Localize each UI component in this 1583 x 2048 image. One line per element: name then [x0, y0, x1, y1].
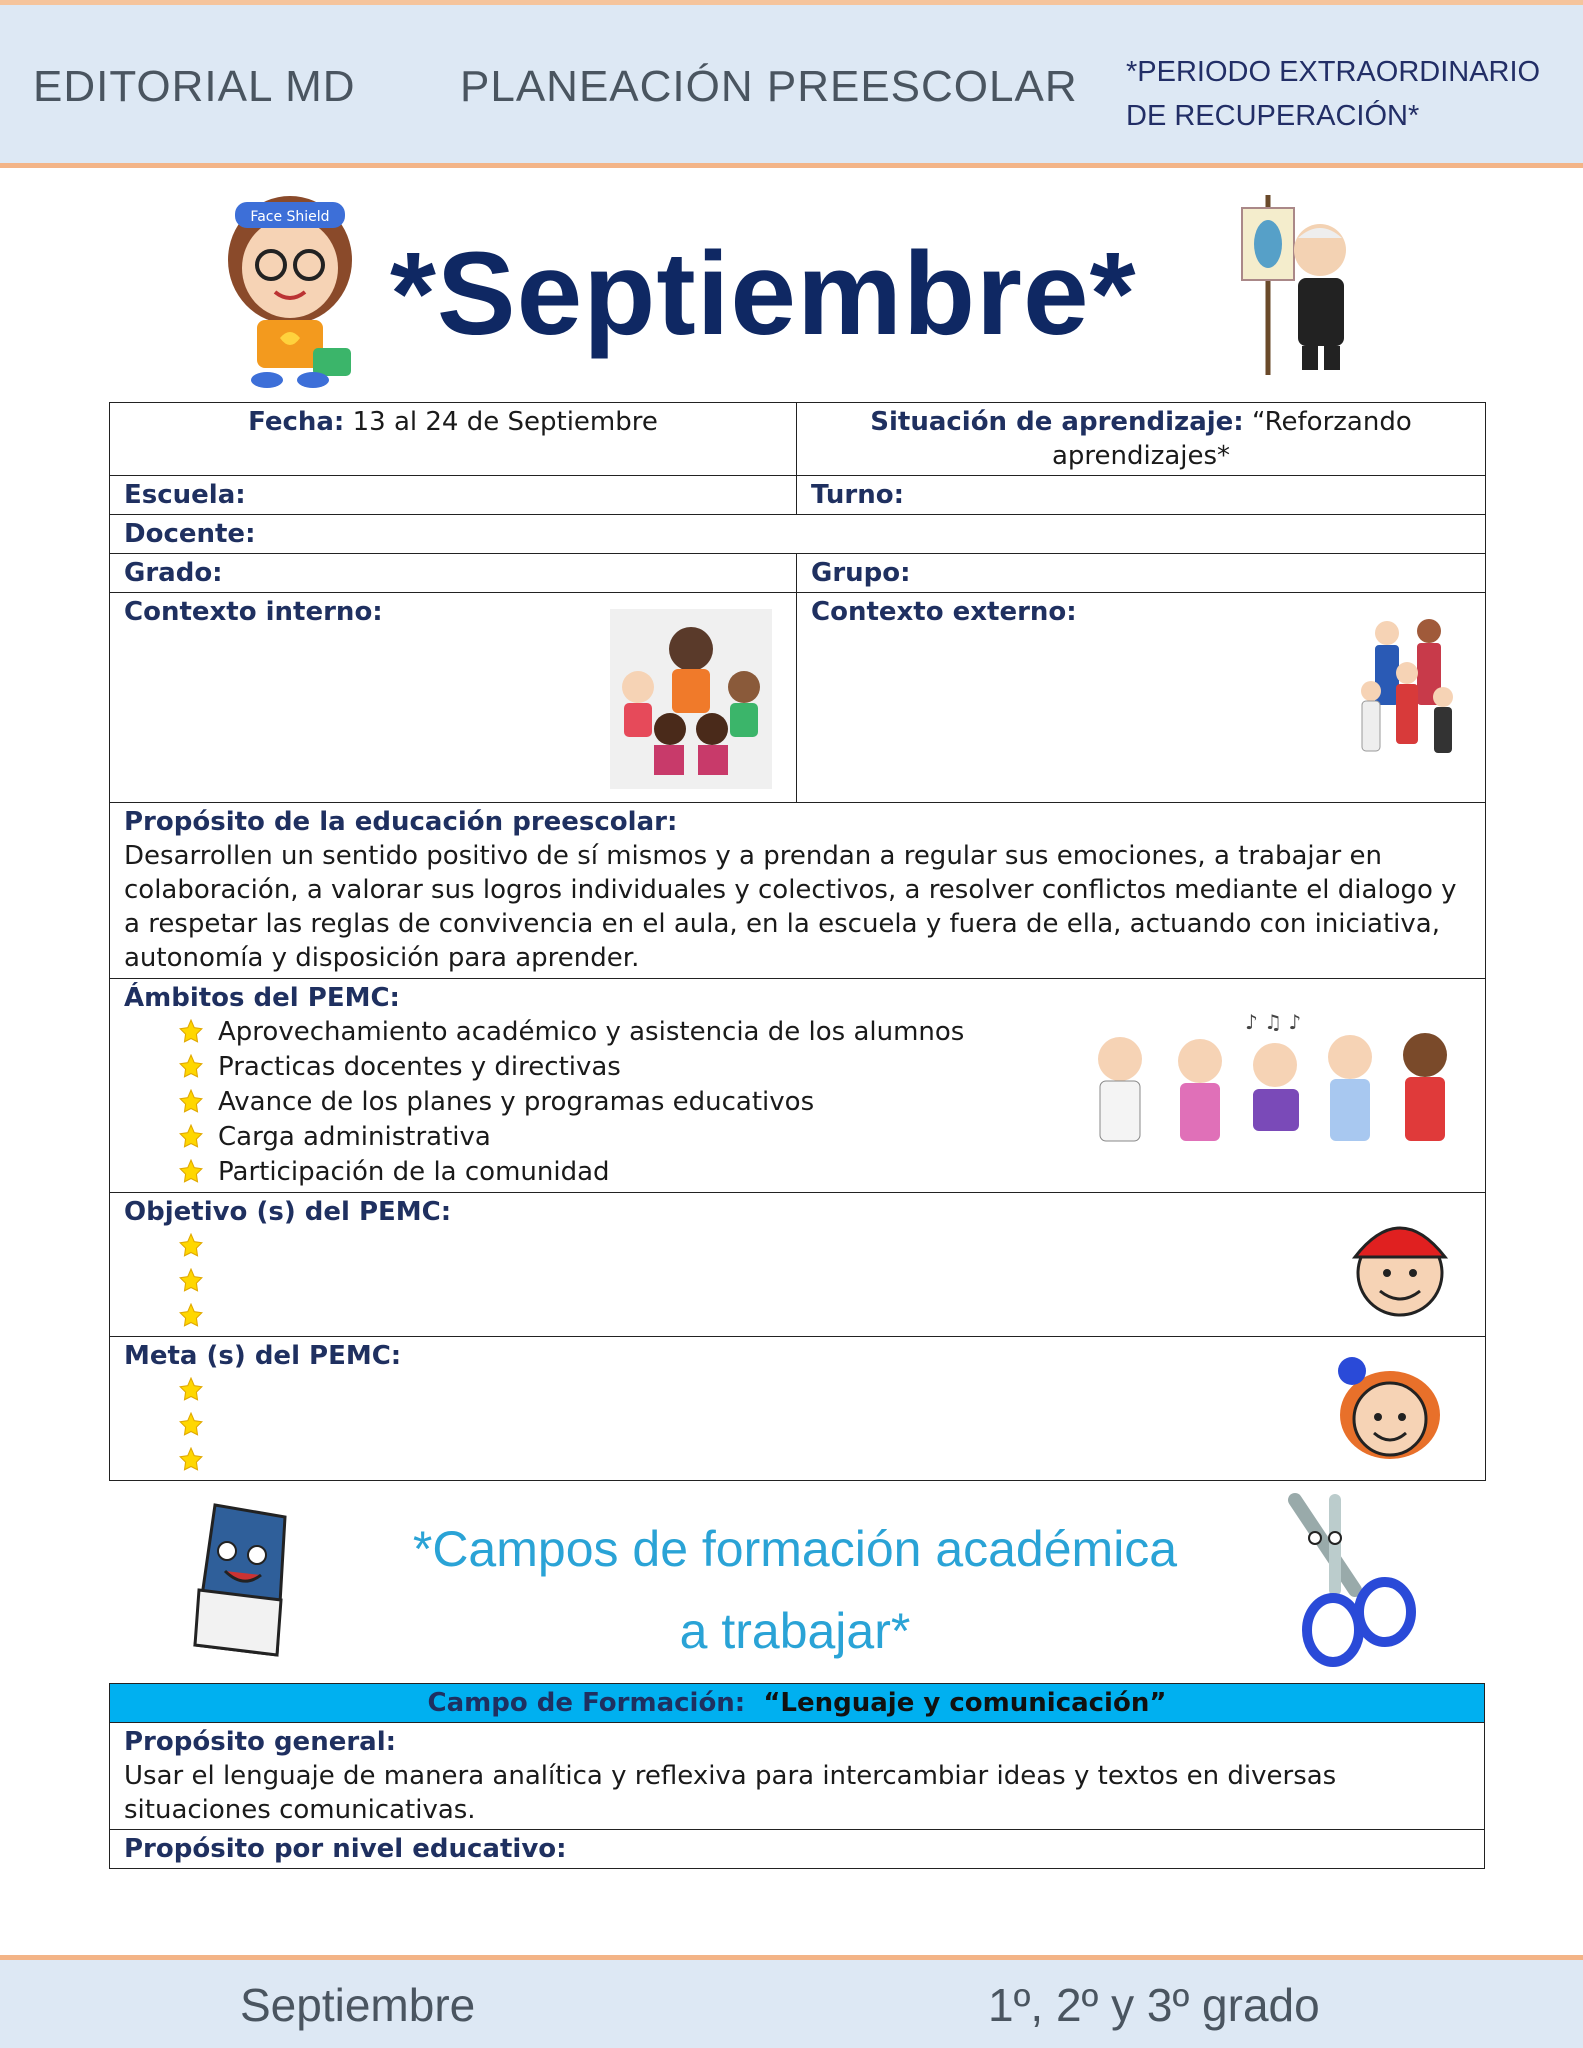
star-icon [178, 1268, 204, 1294]
fecha-label: Fecha: [248, 407, 345, 437]
star-icon [178, 1019, 204, 1045]
contexto-interno-cell[interactable] [110, 593, 797, 803]
proposito-nivel-cell[interactable] [110, 1830, 1485, 1869]
star-icon [178, 1054, 204, 1080]
campos-line2: a trabajar* [679, 1603, 911, 1659]
campos-heading [370, 1508, 1220, 1672]
proposito-cell [110, 803, 1486, 979]
fecha-value: 13 al 24 de Septiembre [344, 407, 658, 437]
star-icon [178, 1233, 204, 1259]
grupo-cell[interactable] [797, 554, 1486, 593]
list-item [178, 1443, 1471, 1478]
list-item [178, 1299, 1471, 1334]
planning-table [109, 402, 1486, 1481]
proposito-text: Desarrollen un sentido positivo de sí mismos y a prendan a regular sus emociones, a trabajar en colaboración, a valorar sus logros individuales y colectivos, a resolver conflictos mediante el dialogo y a respetar las reglas de convivencia en el aula, en la escuela y fuera de ella, actuando con iniciativa, autonomía y disposición para aprender. [124, 841, 1457, 973]
ambitos-cell [110, 979, 1486, 1193]
proposito-general-text: Usar el lenguaje de manera analítica y reflexiva para intercambiar ideas y textos en diversas situaciones comunicativas. [124, 1761, 1337, 1825]
proposito-general-cell [110, 1723, 1485, 1830]
header-periodo [1126, 50, 1566, 138]
proposito-label: Propósito de la educación preescolar: [124, 807, 678, 837]
list-item [178, 1155, 1471, 1190]
star-icon [178, 1377, 204, 1403]
contexto-externo-label: Contexto externo: [811, 597, 1077, 627]
situacion-value: “Reforzando aprendizajes* [1051, 407, 1412, 471]
grado-label: Grado: [124, 558, 223, 588]
children-circle-icon [610, 609, 772, 789]
objetivos-label: Objetivo (s) del PEMC: [124, 1197, 452, 1227]
footer-grado: 1º, 2º y 3º grado [988, 1979, 1320, 2031]
list-item [178, 1229, 1471, 1264]
girl-flower-icon [1320, 1349, 1450, 1464]
ambitos-label: Ámbitos del PEMC: [124, 983, 400, 1013]
star-icon [178, 1159, 204, 1185]
list-item [178, 1264, 1471, 1299]
campos-line1: *Campos de formación académica [412, 1521, 1178, 1577]
ambito-text: Practicas docentes y directivas [218, 1052, 621, 1082]
footer-band [0, 1955, 1583, 2048]
page-title: *Septiembre* [390, 228, 1137, 360]
docente-cell[interactable] [110, 515, 1486, 554]
header-periodo-line2: DE RECUPERACIÓN* [1126, 100, 1420, 132]
boy-cap-icon [1335, 1207, 1465, 1317]
situacion-label: Situación de aprendizaje: [870, 407, 1244, 437]
campo-head-value: “Lenguaje y comunicación” [763, 1688, 1167, 1718]
escuela-cell[interactable] [110, 476, 797, 515]
fecha-cell [110, 403, 797, 476]
ambito-text: Avance de los planes y programas educativos [218, 1087, 815, 1117]
objetivos-list [124, 1229, 1471, 1334]
header-periodo-line1: *PERIODO EXTRAORDINARIO [1126, 56, 1541, 88]
girl-face-shield-icon [205, 180, 375, 390]
grado-cell[interactable] [110, 554, 797, 593]
contexto-externo-cell[interactable] [797, 593, 1486, 803]
contexto-interno-label: Contexto interno: [124, 597, 383, 627]
family-icon [1357, 613, 1457, 773]
scissors-icon [1275, 1490, 1425, 1670]
svg-text:Face Shield: Face Shield [250, 209, 330, 225]
list-item [178, 1408, 1471, 1443]
star-icon [178, 1124, 204, 1150]
hidalgo-banner-icon [1228, 190, 1368, 380]
ambito-text: Participación de la comunidad [218, 1157, 610, 1187]
kids-group-icon [1085, 999, 1465, 1159]
star-icon [178, 1447, 204, 1473]
header-editorial: EDITORIAL MD [33, 62, 356, 111]
star-icon [178, 1089, 204, 1115]
situacion-cell [797, 403, 1486, 476]
eraser-icon [185, 1495, 305, 1665]
docente-label: Docente: [124, 519, 256, 549]
star-icon [178, 1412, 204, 1438]
objetivos-cell[interactable] [110, 1193, 1486, 1337]
campo-head-cell [110, 1684, 1485, 1723]
header-planeacion: PLANEACIÓN PREESCOLAR [460, 62, 1078, 111]
turno-label: Turno: [811, 480, 904, 510]
star-icon [178, 1303, 204, 1329]
proposito-general-label: Propósito general: [124, 1727, 397, 1757]
turno-cell[interactable] [797, 476, 1486, 515]
campo-table [109, 1683, 1485, 1869]
footer-mes: Septiembre [240, 1979, 476, 2031]
svg-text:♪ ♫ ♪: ♪ ♫ ♪ [1245, 1010, 1302, 1034]
metas-cell[interactable] [110, 1337, 1486, 1481]
metas-label: Meta (s) del PEMC: [124, 1341, 402, 1371]
ambito-text: Carga administrativa [218, 1122, 491, 1152]
metas-list [124, 1373, 1471, 1478]
campo-head-label: Campo de Formación: [427, 1688, 746, 1718]
escuela-label: Escuela: [124, 480, 246, 510]
proposito-nivel-label: Propósito por nivel educativo: [124, 1834, 567, 1864]
list-item [178, 1373, 1471, 1408]
ambito-text: Aprovechamiento académico y asistencia de los alumnos [218, 1017, 965, 1047]
grupo-label: Grupo: [811, 558, 911, 588]
